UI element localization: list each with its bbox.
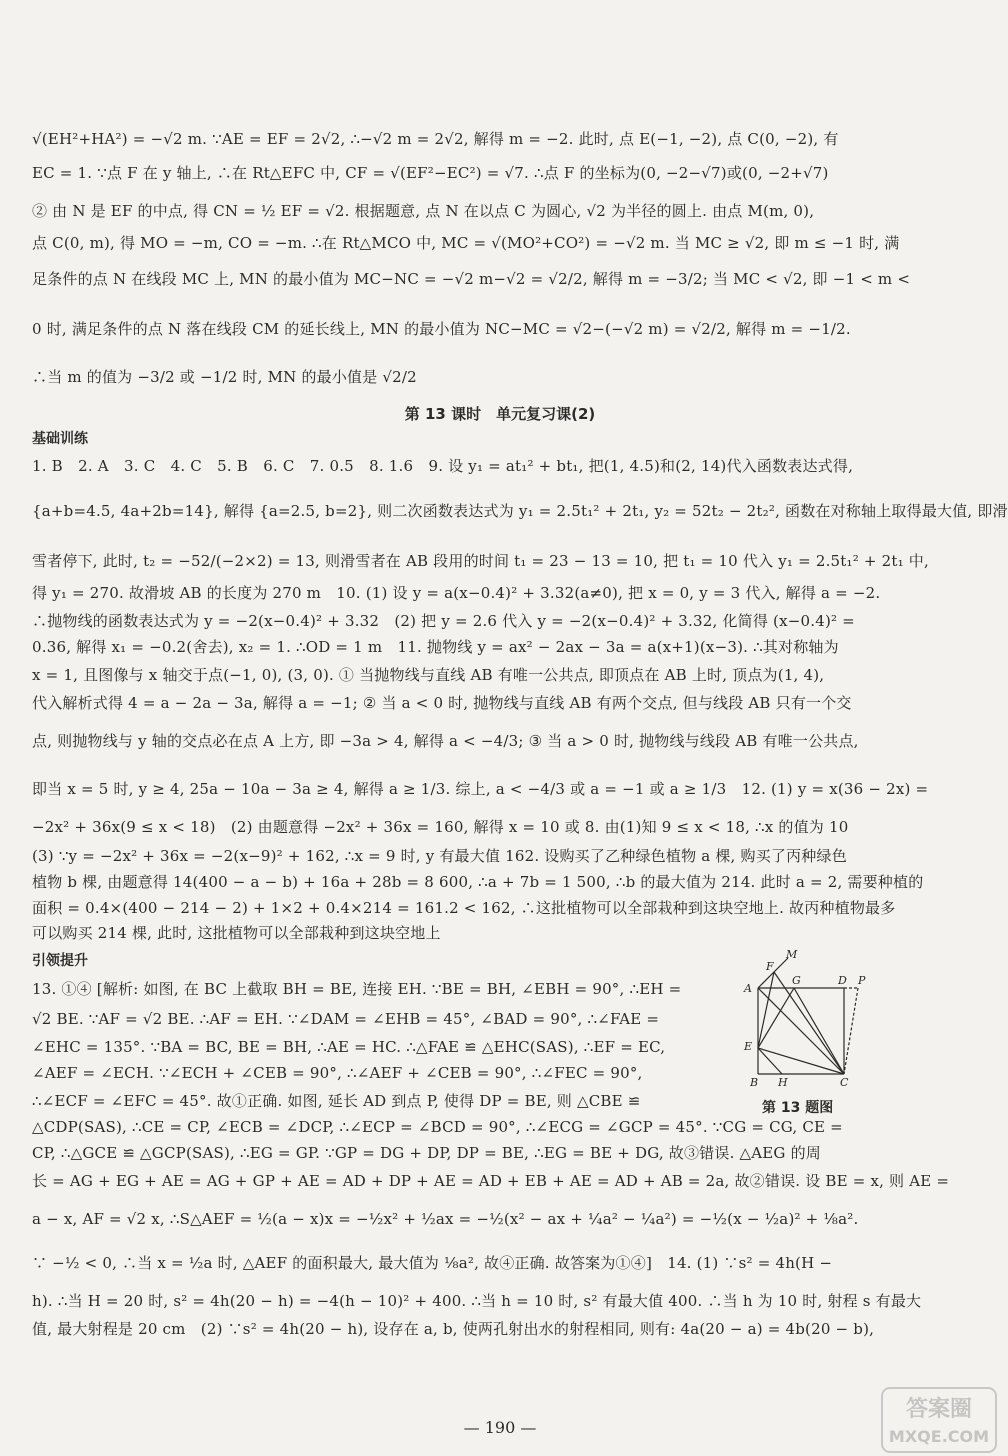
fig-label: F [766, 960, 774, 973]
text-line: 得 y₁ = 270. 故滑坡 AB 的长度为 270 m 10. (1) 设 y = a(x−0.4)² + 3.32(a≠0), 把 x = 0, y = 3 代入, 解得 a = −2. [32, 584, 881, 602]
text-line: {a+b=4.5, 4a+2b=14}, 解得 {a=2.5, b=2}, 则二次函数表达式为 y₁ = 2.5t₁² + 2t₁, y₂ = 52t₂ − 2t₂², 函数在对称轴上取得最大值, 即滑 [32, 502, 1008, 520]
text-line: √(EH²+HA²) = −√2 m. ∵AE = EF = 2√2, ∴−√2 m = 2√2, 解得 m = −2. 此时, 点 E(−1, −2), 点 C(0, −2), 有 [32, 130, 839, 148]
segment-fc [774, 972, 844, 1074]
fig-label: A [744, 982, 752, 995]
fig-label: C [840, 1076, 849, 1089]
text-line: h). ∴当 H = 20 时, s² = 4h(20 − h) = −4(h − 10)² + 400. ∴当 h = 10 时, s² 有最大值 400. ∴当 h 为 10 时, 射程 s 有最大 [32, 1292, 922, 1310]
watermark-logo [880, 1386, 998, 1454]
text-line: 点, 则抛物线与 y 轴的交点必在点 A 上方, 即 −3a > 4, 解得 a < −4/3; ③ 当 a > 0 时, 抛物线与线段 AB 有唯一公共点, [32, 732, 859, 750]
lesson-title: 第 13 课时 单元复习课(2) [404, 405, 596, 423]
segment-pc [844, 988, 858, 1074]
section-heading-basic: 基础训练 [32, 431, 88, 447]
text-line: 代入解析式得 4 = a − 2a − 3a, 解得 a = −1; ② 当 a < 0 时, 抛物线与直线 AB 有两个交点, 但与线段 AB 只有一个交 [32, 694, 852, 712]
fig-label: E [744, 1040, 753, 1053]
text-line: △CDP(SAS), ∴CE = CP, ∠ECB = ∠DCP, ∴∠ECP = ∠BCD = 90°, ∴∠ECG = ∠GCP = 45°. ∵CG = CG, CE = [32, 1118, 843, 1136]
text-line: ∴∠ECF = ∠EFC = 45°. 故①正确. 如图, 延长 AD 到点 P, 使得 DP = BE, 则 △CBE ≌ [32, 1092, 641, 1110]
text-line: ∵ −½ < 0, ∴当 x = ½a 时, △AEF 的面积最大, 最大值为 ⅛a², 故④正确. 故答案为①④] 14. (1) ∵s² = 4h(H − [32, 1254, 833, 1272]
fig-label: D [838, 974, 847, 987]
geometry-figure [736, 948, 876, 1089]
fig-label: P [858, 974, 866, 987]
text-line: ② 由 N 是 EF 的中点, 得 CN = ½ EF = √2. 根据题意, 点 N 在以点 C 为圆心, √2 为半径的圆上. 由点 M(m, 0), [32, 202, 815, 220]
text-line: √2 BE. ∵AF = √2 BE. ∴AF = EH. ∵∠DAM = ∠EHB = 45°, ∠BAD = 90°, ∴∠FAE = [32, 1010, 660, 1028]
text-line: CP, ∴△GCE ≌ △GCP(SAS), ∴EG = GP. ∵GP = DG + DP, DP = BE, ∴EG = BE + DG, 故③错误. △AEG 的周 [32, 1144, 821, 1162]
text-line: −2x² + 36x(9 ≤ x < 18) (2) 由题意得 −2x² + 36x = 160, 解得 x = 10 或 8. 由(1)知 9 ≤ x < 18, ∴x 的值为 10 [32, 818, 849, 836]
text-line: 点 C(0, m), 得 MO = −m, CO = −m. ∴在 Rt△MCO 中, MC = √(MO²+CO²) = −√2 m. 当 MC ≥ √2, 即 m ≤ −1 时, 满 [32, 234, 900, 252]
svg-text:答案圈: 答案圈 [905, 1397, 973, 1422]
text-line: 雪者停下, 此时, t₂ = −52/(−2×2) = 13, 则滑雪者在 AB 段用的时间 t₁ = 23 − 13 = 10, 把 t₁ = 10 代入 y₁ = 2.5t₁² + 2t₁ 中, [32, 552, 929, 570]
text-line: 可以购买 214 棵, 此时, 这批植物可以全部栽种到这块空地上 [32, 924, 441, 942]
text-line: 长 = AG + EG + AE = AG + GP + AE = AD + DP + AE = AD + EB + AE = AD + AB = 2a, 故②错误. 设 BE = x, 则 AE = [32, 1172, 950, 1190]
text-line: 0.36, 解得 x₁ = −0.2(舍去), x₂ = 1. ∴OD = 1 m 11. 抛物线 y = ax² − 2ax − 3a = a(x+1)(x−3). ∴其对称轴为 [32, 638, 839, 656]
text-line: 足条件的点 N 在线段 MC 上, MN 的最小值为 MC−NC = −√2 m−√2 = √2/2, 解得 m = −3/2; 当 MC < √2, 即 −1 < m < [32, 270, 911, 288]
fig-label: M [786, 948, 798, 961]
text-line: 即当 x = 5 时, y ≥ 4, 25a − 10a − 3a ≥ 4, 解得 a ≥ 1/3. 综上, a < −4/3 或 a = −1 或 a ≥ 1/3 12. (1) y = x(36 − 2x) = [32, 780, 929, 798]
text-line: a − x, AF = √2 x, ∴S△AEF = ½(a − x)x = −½x² + ½ax = −½(x² − ax + ¼a² − ¼a²) = −½(x − ½a)² + ⅛a². [32, 1210, 859, 1228]
svg-text:MXQE.COM: MXQE.COM [888, 1427, 990, 1446]
text-line: 值, 最大射程是 20 cm (2) ∵s² = 4h(20 − h), 设存在 a, b, 使两孔射出水的射程相同, 则有: 4a(20 − a) = 4b(20 − b), [32, 1320, 875, 1338]
text-line: ∠EHC = 135°. ∵BA = BC, BE = BH, ∴AE = HC. ∴△FAE ≌ △EHC(SAS), ∴EF = EC, [32, 1038, 666, 1056]
fig-label: B [750, 1076, 759, 1089]
text-line: ∴抛物线的函数表达式为 y = −2(x−0.4)² + 3.32 (2) 把 y = 2.6 代入 y = −2(x−0.4)² + 3.32, 化简得 (x−0.4)² = [32, 612, 855, 630]
text-line: 面积 = 0.4×(400 − 214 − 2) + 1×2 + 0.4×214 = 161.2 < 162, ∴这批植物可以全部栽种到这块空地上. 故丙种植物最多 [32, 899, 896, 917]
text-line: 1. B 2. A 3. C 4. C 5. B 6. C 7. 0.5 8. 1.6 9. 设 y₁ = at₁² + bt₁, 把(1, 4.5)和(2, 14)代入函数表达式得, [32, 457, 854, 475]
fig-label: H [778, 1076, 788, 1089]
segment-fe [758, 972, 774, 1048]
text-line: x = 1, 且图像与 x 轴交于点(−1, 0), (3, 0). ① 当抛物线与直线 AB 有唯一公共点, 即顶点在 AB 上时, 顶点为(1, 4), [32, 666, 825, 684]
text-line: 植物 b 棵, 由题意得 14(400 − a − b) + 16a + 28b = 8 600, ∴a + 7b = 1 500, ∴b 的最大值为 214. 此时 a = 2, 需要种植的 [32, 873, 924, 891]
figure-caption: 第 13 题图 [762, 1100, 834, 1116]
text-line: (3) ∵y = −2x² + 36x = −2(x−9)² + 162, ∴x = 9 时, y 有最大值 162. 设购买了乙种绿色植物 a 棵, 购买了丙种绿色 [32, 847, 847, 865]
text-line: ∴当 m 的值为 −3/2 或 −1/2 时, MN 的最小值是 √2/2 [32, 368, 417, 386]
text-line: 0 时, 满足条件的点 N 落在线段 CM 的延长线上, MN 的最小值为 NC−MC = √2−(−√2 m) = √2/2, 解得 m = −1/2. [32, 320, 851, 338]
text-line: ∠AEF = ∠ECH. ∵∠ECH + ∠CEB = 90°, ∴∠AEF + ∠CEB = 90°, ∴∠FEC = 90°, [32, 1064, 643, 1082]
section-heading-advanced: 引领提升 [32, 953, 88, 969]
page-number: — 190 — [463, 1418, 537, 1437]
fig-label: G [792, 974, 801, 987]
text-line: EC = 1. ∵点 F 在 y 轴上, ∴在 Rt△EFC 中, CF = √(EF²−EC²) = √7. ∴点 F 的坐标为(0, −2−√7)或(0, −2+√7) [32, 164, 829, 182]
text-line: 13. ①④ [解析: 如图, 在 BC 上截取 BH = BE, 连接 EH. ∵BE = BH, ∠EBH = 90°, ∴EH = [32, 980, 682, 998]
